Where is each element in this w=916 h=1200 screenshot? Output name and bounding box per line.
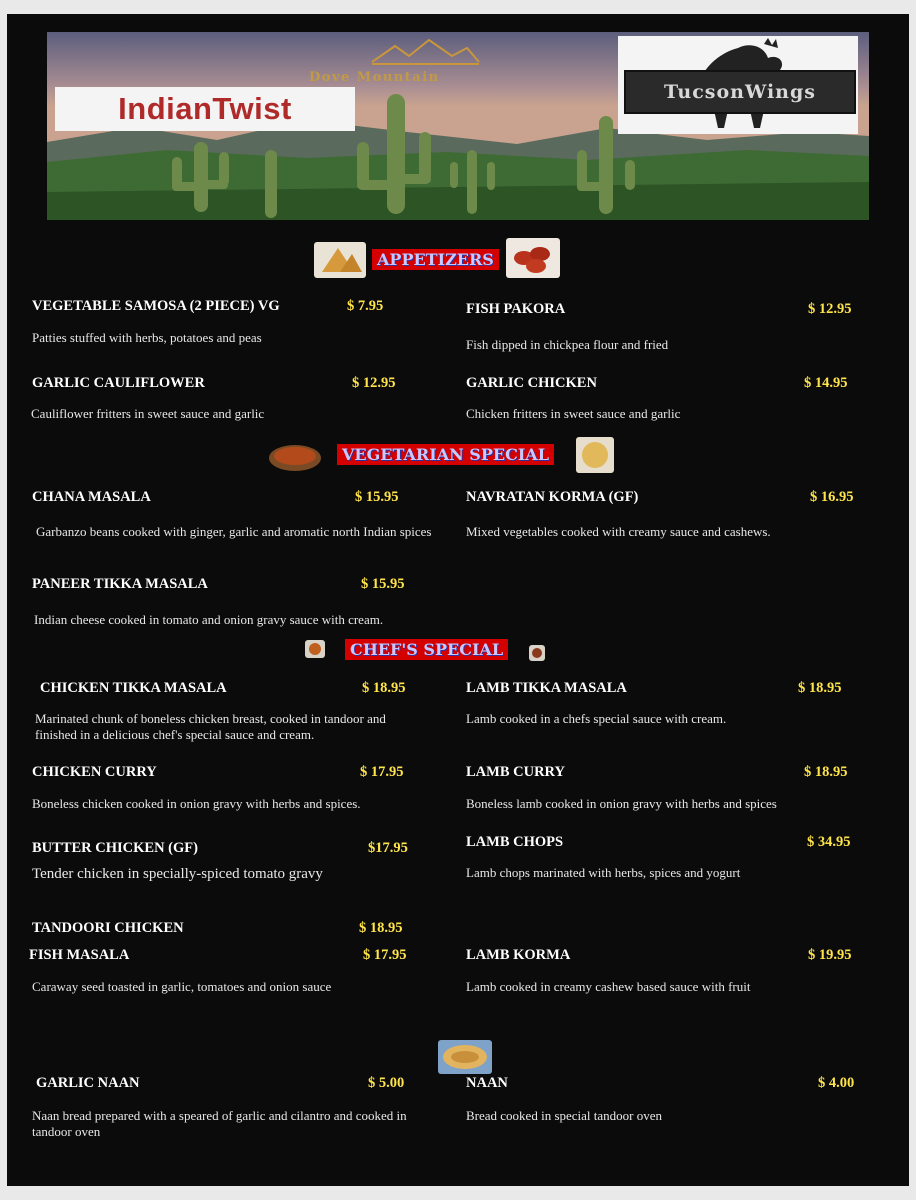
item-description: Bread cooked in special tandoor oven (466, 1108, 663, 1123)
korma-photo-icon (576, 437, 614, 473)
item-name: NAVRATAN KORMA (GF) (466, 489, 639, 505)
item-price: $ 18.95 (804, 764, 848, 780)
item-price: $ 17.95 (360, 764, 404, 780)
dish-photo-icon (529, 645, 545, 661)
item-description: Marinated chunk of boneless chicken breast, cooked in tandoor and finished in a delicious chef's special sauce and cream. (35, 711, 386, 742)
item-description: Fish dipped in chickpea flour and fried (466, 337, 669, 352)
item-price: $ 12.95 (808, 301, 852, 317)
item-price: $ 16.95 (810, 489, 854, 505)
item-name: LAMB TIKKA MASALA (466, 680, 627, 696)
menu-page (7, 14, 909, 1186)
item-name: CHANA MASALA (32, 489, 151, 505)
item-description: Boneless lamb cooked in onion gravy with herbs and spices (466, 796, 777, 811)
item-name: LAMB KORMA (466, 947, 571, 963)
samosa-photo-icon (314, 242, 366, 278)
item-description: Cauliflower fritters in sweet sauce and garlic (31, 406, 265, 421)
item-price: $ 15.95 (361, 576, 405, 592)
item-price: $ 17.95 (363, 947, 407, 963)
item-name: GARLIC CHICKEN (466, 375, 597, 391)
section-title-vegetarian-special: VEGETARIAN SPECIAL (337, 444, 554, 465)
item-description: Mixed vegetables cooked with creamy sauce and cashews. (466, 524, 771, 539)
wings-photo-icon (506, 238, 560, 278)
item-description: Naan bread prepared with a speared of garlic and cilantro and cooked in tandoor oven (32, 1108, 407, 1139)
item-price: $ 34.95 (807, 834, 851, 850)
item-name: VEGETABLE SAMOSA (2 PIECE) VG (32, 298, 280, 314)
item-name: LAMB CURRY (466, 764, 565, 780)
item-description: Patties stuffed with herbs, potatoes and peas (32, 330, 262, 345)
header-banner (47, 32, 869, 220)
naan-photo-icon (438, 1040, 492, 1074)
item-name: CHICKEN CURRY (32, 764, 157, 780)
item-description: Tender chicken in specially-spiced tomato gravy (32, 866, 323, 882)
dish-photo-icon (305, 640, 325, 658)
item-price: $ 7.95 (347, 298, 384, 314)
item-name: LAMB CHOPS (466, 834, 564, 850)
dove-mountain-text: Dove Mountain (309, 70, 440, 85)
item-price: $ 18.95 (362, 680, 406, 696)
item-description: Indian cheese cooked in tomato and onion gravy sauce with cream. (34, 612, 384, 627)
item-price: $17.95 (368, 840, 408, 856)
tucson-wings-logo: TucsonWings (618, 36, 858, 134)
item-price: $ 5.00 (368, 1075, 405, 1091)
item-description: Lamb chops marinated with herbs, spices and yogurt (466, 865, 741, 880)
item-name: TANDOORI CHICKEN (32, 920, 184, 936)
item-name: FISH MASALA (29, 947, 130, 963)
item-description: Caraway seed toasted in garlic, tomatoes and onion sauce (32, 979, 332, 994)
item-price: $ 12.95 (352, 375, 396, 391)
item-price: $ 15.95 (355, 489, 399, 505)
item-name: GARLIC CAULIFLOWER (32, 375, 205, 391)
item-name: NAAN (466, 1075, 508, 1091)
item-price: $ 19.95 (808, 947, 852, 963)
section-title-appetizers: APPETIZERS (372, 249, 499, 270)
item-name: GARLIC NAAN (36, 1075, 140, 1091)
indian-twist-logo: IndianTwist (55, 87, 355, 131)
item-name: FISH PAKORA (466, 301, 566, 317)
item-name: PANEER TIKKA MASALA (32, 576, 208, 592)
item-description: Lamb cooked in creamy cashew based sauce with fruit (466, 979, 751, 994)
item-price: $ 18.95 (798, 680, 842, 696)
item-name: CHICKEN TIKKA MASALA (40, 680, 227, 696)
section-title-chefs-special: CHEF'S SPECIAL (345, 639, 508, 660)
item-price: $ 14.95 (804, 375, 848, 391)
item-price: $ 4.00 (818, 1075, 855, 1091)
curry-bowl-icon (265, 438, 325, 474)
item-description: Chicken fritters in sweet sauce and garlic (466, 406, 681, 421)
item-description: Garbanzo beans cooked with ginger, garlic and aromatic north Indian spices (36, 524, 432, 539)
item-name: BUTTER CHICKEN (GF) (32, 840, 198, 856)
item-description: Boneless chicken cooked in onion gravy with herbs and spices. (32, 796, 361, 811)
item-price: $ 18.95 (359, 920, 403, 936)
item-description: Lamb cooked in a chefs special sauce with cream. (466, 711, 727, 726)
